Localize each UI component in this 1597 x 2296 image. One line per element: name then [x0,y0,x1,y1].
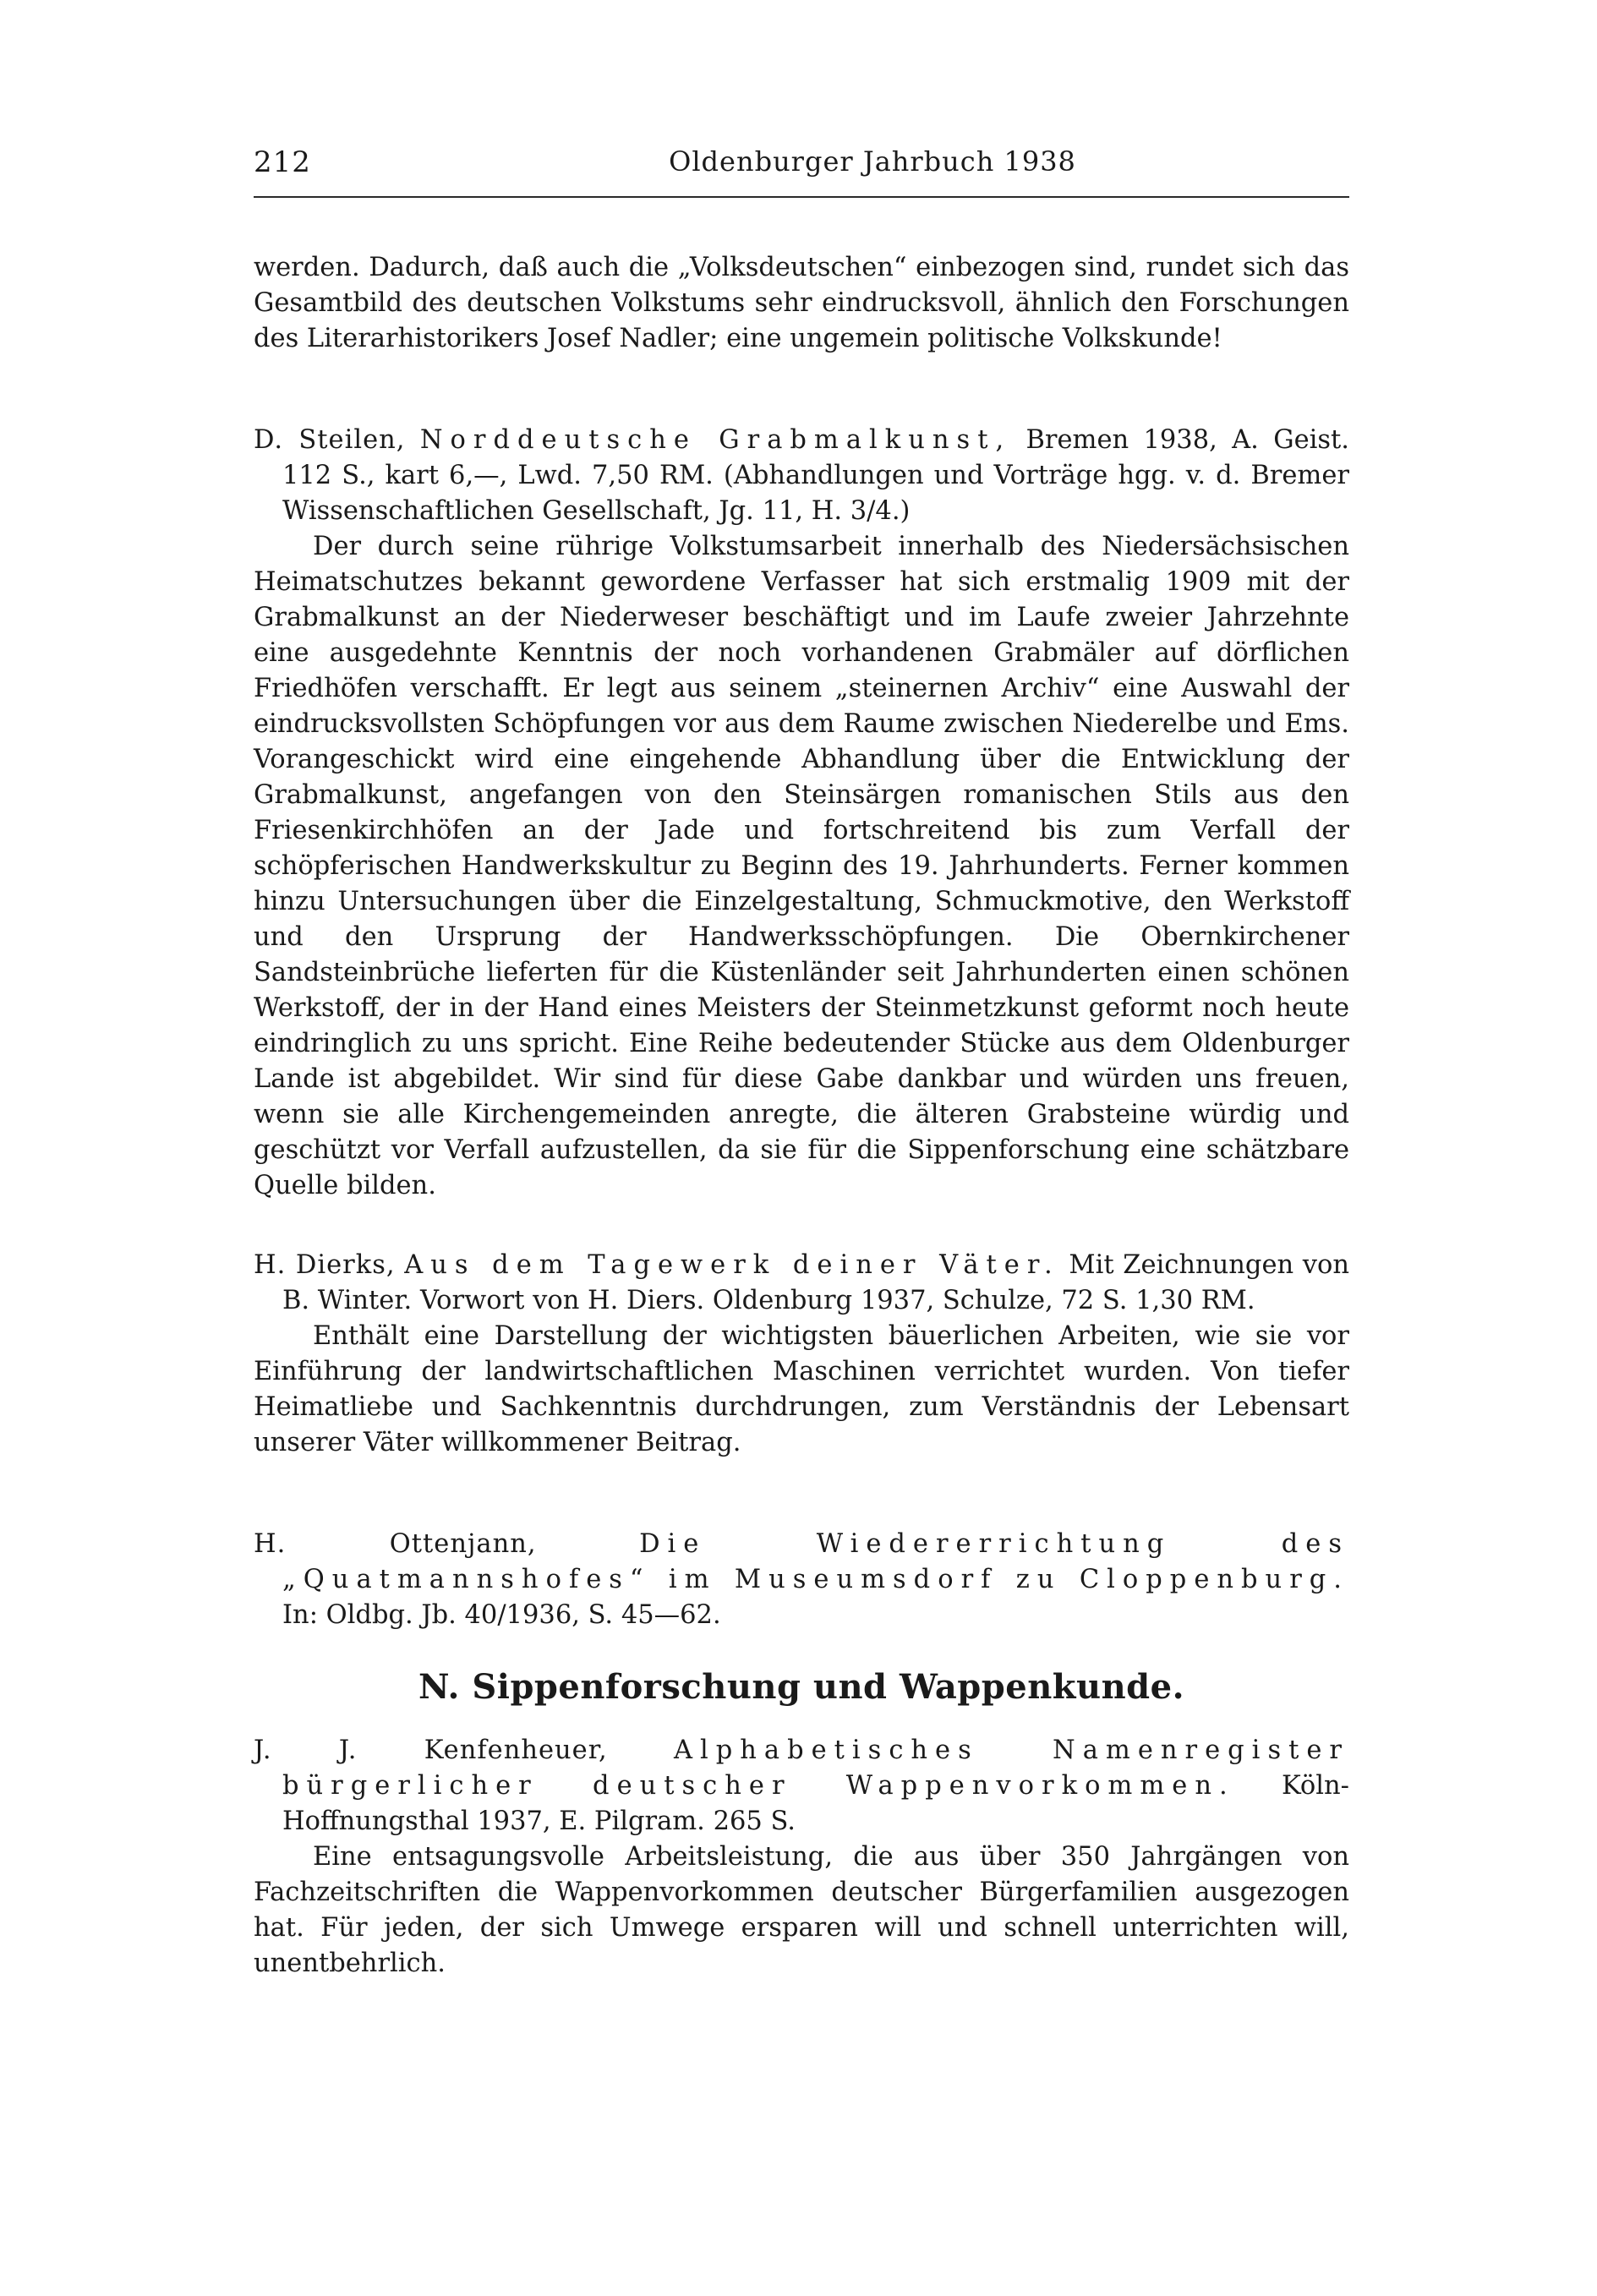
section-heading: N. Sippenforschung und Wappenkunde. [418,1667,1184,1707]
entry-details: Mit Zeichnungen von B. Winter. Vorwort von H. Diers. Oldenburg 1937, Schulze, 72 S. 1,30 RM. [282,1250,1350,1315]
entry-author: D. Steilen, [254,425,406,455]
entry-annotation: Enthält eine Darstellung der wichtigsten bäuerlichen Arbeiten, wie sie vor Einführung der landwirtschaftlichen Maschinen verrichtet wurden. Von tiefer Heimatliebe und Sachkenntnis durchdrungen, zum Verständnis der Lebensart unserer Väter willkommener Beitrag. [254,1321,1349,1457]
entry-reference [254,1527,1349,1633]
bibliography-entry-dierks [254,1248,1349,1461]
entry-title: Die Wiedererrichtung des „Quatmannshofes“ im Museumsdorf zu Cloppenburg. [282,1529,1349,1594]
entry-author: H. Ottenjann, [254,1529,537,1559]
entry-reference [254,423,1349,529]
page-number: 212 [254,145,311,179]
entry-author: J. J. Kenfenheuer, [254,1736,608,1765]
header-rule [254,196,1349,198]
entry-author: H. Dierks, [254,1250,396,1280]
bibliography-entry-steilen [254,423,1349,1204]
entry-reference [254,1733,1349,1840]
entry-title: Aus dem Tagewerk deiner Väter. [404,1250,1060,1280]
entry-details: Köln-Hoffnungsthal 1937, E. Pilgram. 265 S. [282,1771,1349,1836]
entry-title: Alphabetisches Namenregister bürgerlicher deutscher Wappenvorkommen. [282,1736,1349,1801]
bibliography-entry-kenfenheuer [254,1733,1349,1982]
bibliography-entry-ottenjann [254,1527,1349,1633]
entry-annotation: Der durch seine rührige Volkstumsarbeit innerhalb des Niedersächsischen Heimatschutzes bekannt gewordene Verfasser hat sich erstmalig 1909 mit der Grabmalkunst an der Niederweser beschäftigt und im Laufe zweier Jahrzehnte eine ausgedehnte Kenntnis der noch vorhandenen Grabmäler auf dörflichen Friedhöfen verschafft. Er legt aus seinem „steinernen Archiv“ eine Auswahl der eindrucksvollsten Schöpfungen vor aus dem Raume zwischen Niederelbe und Ems. Vorangeschickt wird eine eingehende Abhandlung über die Entwicklung der Grabmalkunst, angefangen von den Steinsärgen romanischen Stils aus den Friesenkirchhöfen an der Jade und fortschreitend bis zum Verfall der schöpferischen Handwerkskultur zu Beginn des 19. Jahrhunderts. Ferner kommen hinzu Untersuchungen über die Einzelgestaltung, Schmuckmotive, den Werkstoff und den Ursprung der Handwerksschöpfungen. Die Obernkirchener Sandsteinbrüche lieferten für die Küstenländer seit Jahrhunderten einen schönen Werkstoff, der in der Hand eines Meisters der Steinmetzkunst geformt noch heute eindringlich zu uns spricht. Eine Reihe bedeutender Stücke aus dem Oldenburger Lande ist abgebildet. Wir sind für diese Gabe dankbar und würden uns freuen, wenn sie alle Kirchengemeinden anregte, die älteren Grabsteine würdig und geschützt vor Verfall aufzustellen, da sie für die Sippenforschung eine schätzbare Quelle bilden. [254,532,1349,1200]
entry-details: Bremen 1938, A. Geist. 112 S., kart 6,—, Lwd. 7,50 RM. (Abhandlungen und Vorträge hgg. v. d. Bremer Wissenschaftlichen Gesellschaft, Jg. 11, H. 3/4.) [282,425,1349,526]
entry-reference [254,1248,1349,1319]
entry-title: Norddeutsche Grabmalkunst, [419,425,1012,455]
running-title: Oldenburger Jahrbuch 1938 [669,145,1076,178]
continuation-text: werden. Dadurch, daß auch die „Volksdeutschen“ einbezogen sind, rundet sich das Gesamtbild des deutschen Volkstums sehr eindrucksvoll, ähnlich den Forschungen des Literarhistorikers Josef Nadler; eine ungemein politische Volkskunde! [254,253,1349,353]
continuation-paragraph [254,250,1349,357]
entry-details: In: Oldbg. Jb. 40/1936, S. 45—62. [282,1600,721,1630]
page-header [254,145,1349,193]
entry-annotation: Eine entsagungsvolle Arbeitsleistung, die aus über 350 Jahrgängen von Fachzeitschriften die Wappenvorkommen deutscher Bürgerfamilien ausgezogen hat. Für jeden, der sich Umwege ersparen will und schnell unterrichten will, unentbehrlich. [254,1842,1349,1978]
